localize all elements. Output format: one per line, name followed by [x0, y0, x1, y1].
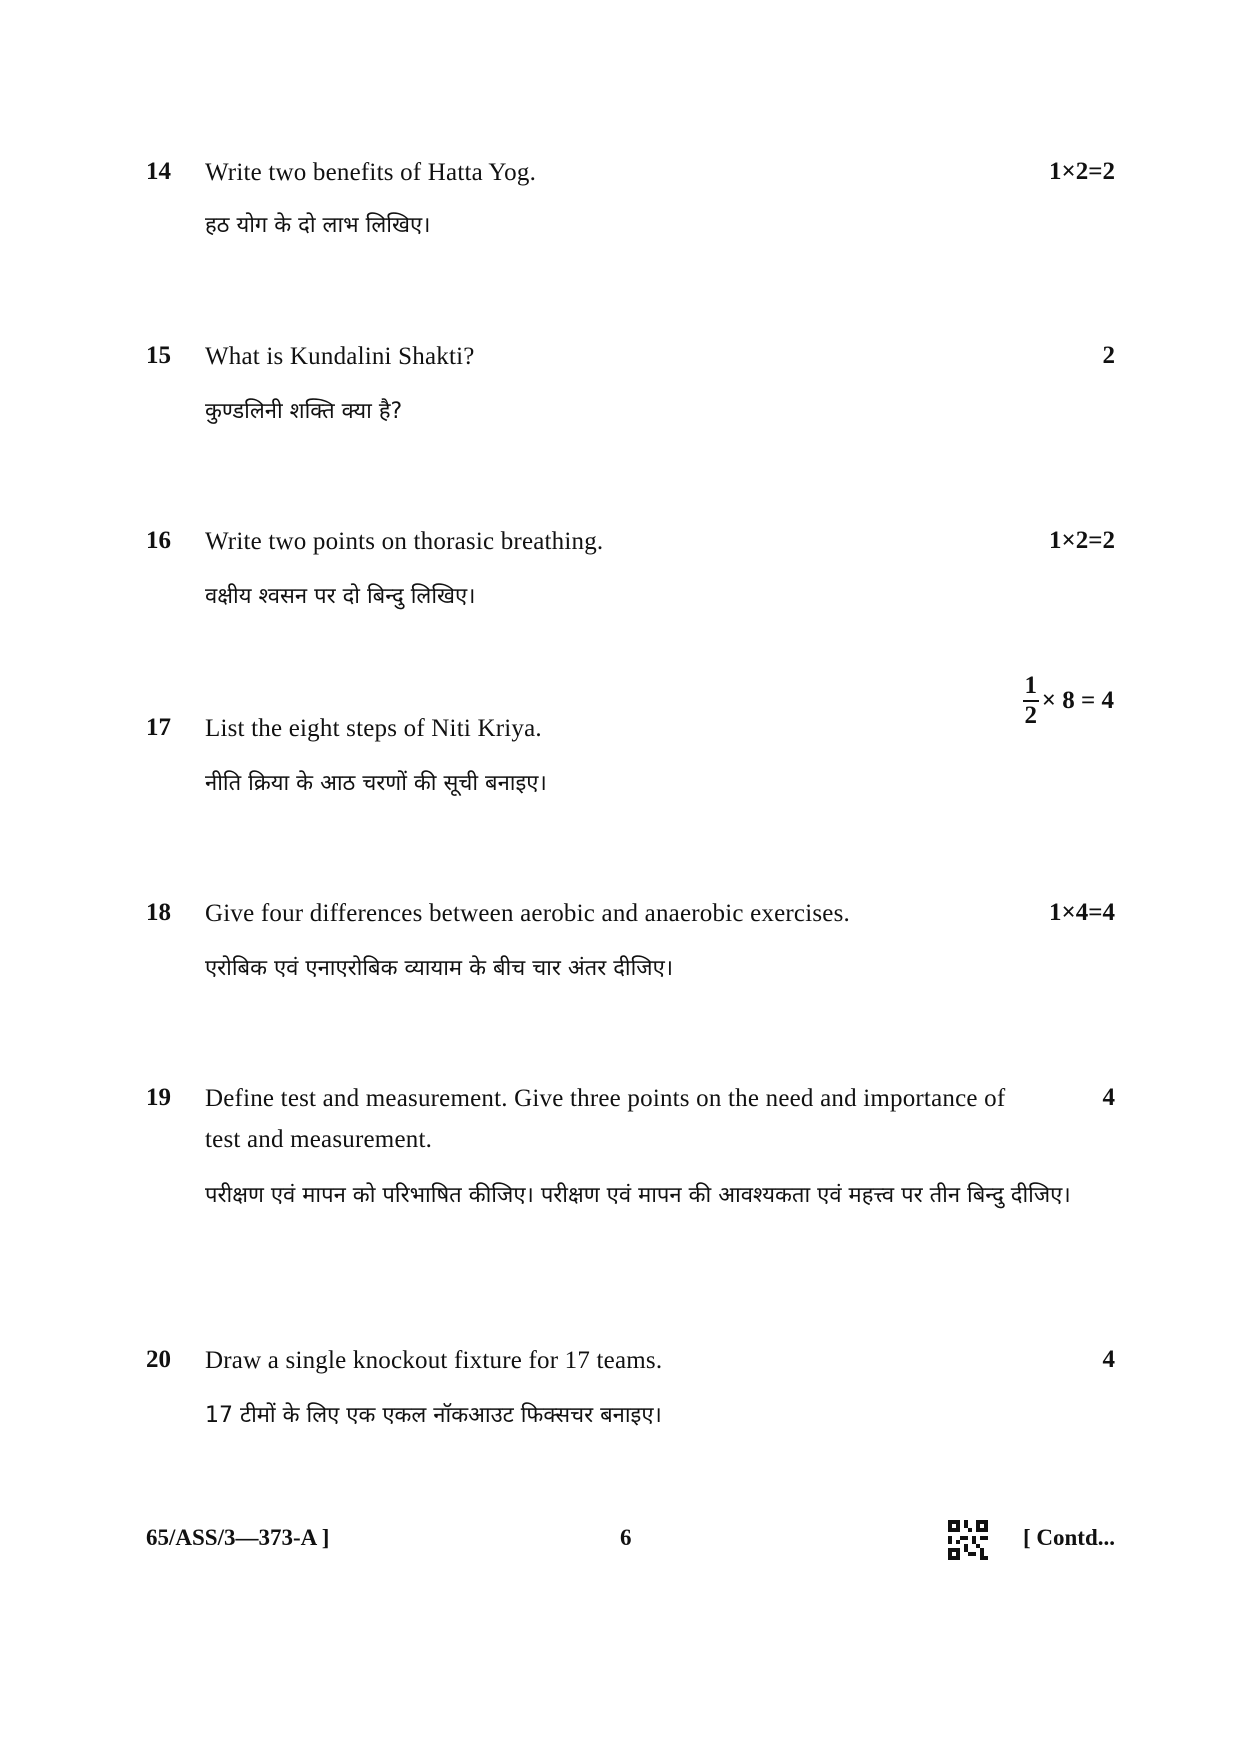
- question-text-english: Draw a single knockout fixture for 17 teams.: [205, 1347, 663, 1374]
- fraction-multiplier: × 8 = 4: [1041, 687, 1114, 714]
- question-text-hindi: नीति क्रिया के आठ चरणों की सूची बनाइए।: [205, 771, 547, 796]
- question-text-hindi: कुण्डलिनी शक्ति क्या है?: [205, 399, 403, 424]
- fraction-denominator: 2: [1024, 702, 1037, 729]
- fraction: [1023, 672, 1039, 730]
- page-footer: [0, 1518, 1240, 1568]
- question-marks: 1×4=4: [1049, 899, 1115, 926]
- question-text-hindi: 17 टीमों के लिए एक एकल नॉकआउट फिक्सचर बनाइए।: [205, 1403, 662, 1428]
- question-text-english: What is Kundalini Shakti?: [205, 343, 475, 370]
- question-text-hindi: हठ योग के दो लाभ लिखिए।: [205, 213, 431, 238]
- question-marks: 4: [1102, 1346, 1115, 1373]
- question-text-hindi: वक्षीय श्वसन पर दो बिन्दु लिखिए।: [205, 584, 476, 609]
- question-text-english: Define test and measurement. Give three points on the need and importance of test and measurement.: [205, 1085, 1006, 1153]
- question-number: 20: [146, 1346, 171, 1373]
- question-text-hindi: परीक्षण एवं मापन को परिभाषित कीजिए। परीक्षण एवं मापन की आवश्यकता एवं महत्त्व पर तीन बिन्दु दीजिए।: [205, 1183, 1071, 1208]
- page-number: 6: [620, 1525, 632, 1550]
- continued-label: [ Contd...: [1022, 1525, 1115, 1550]
- question-text-english: Give four differences between aerobic and anaerobic exercises.: [205, 900, 850, 927]
- question-text-hindi: एरोबिक एवं एनाएरोबिक व्यायाम के बीच चार अंतर दीजिए।: [205, 956, 674, 981]
- question-marks: 1×2=2: [1049, 158, 1115, 185]
- question-marks: 1×2=2: [1049, 527, 1115, 554]
- question-number: 19: [146, 1084, 171, 1111]
- question-text-english: Write two benefits of Hatta Yog.: [205, 159, 537, 186]
- question-text-english: List the eight steps of Niti Kriya.: [205, 715, 542, 742]
- question-text-english: Write two points on thorasic breathing.: [205, 528, 604, 555]
- question-number: 17: [146, 714, 171, 741]
- question-number: 16: [146, 527, 171, 554]
- question-number: 15: [146, 342, 171, 369]
- question-marks: 2: [1102, 342, 1115, 369]
- question-marks: 4: [1102, 1084, 1115, 1111]
- paper-code: 65/ASS/3—373-A ]: [146, 1525, 330, 1550]
- question-number: 18: [146, 899, 171, 926]
- question-number: 14: [146, 158, 171, 185]
- qr-code-icon: [948, 1520, 988, 1560]
- fraction-numerator: 1: [1024, 672, 1037, 699]
- question-marks-fraction: [1023, 672, 1114, 730]
